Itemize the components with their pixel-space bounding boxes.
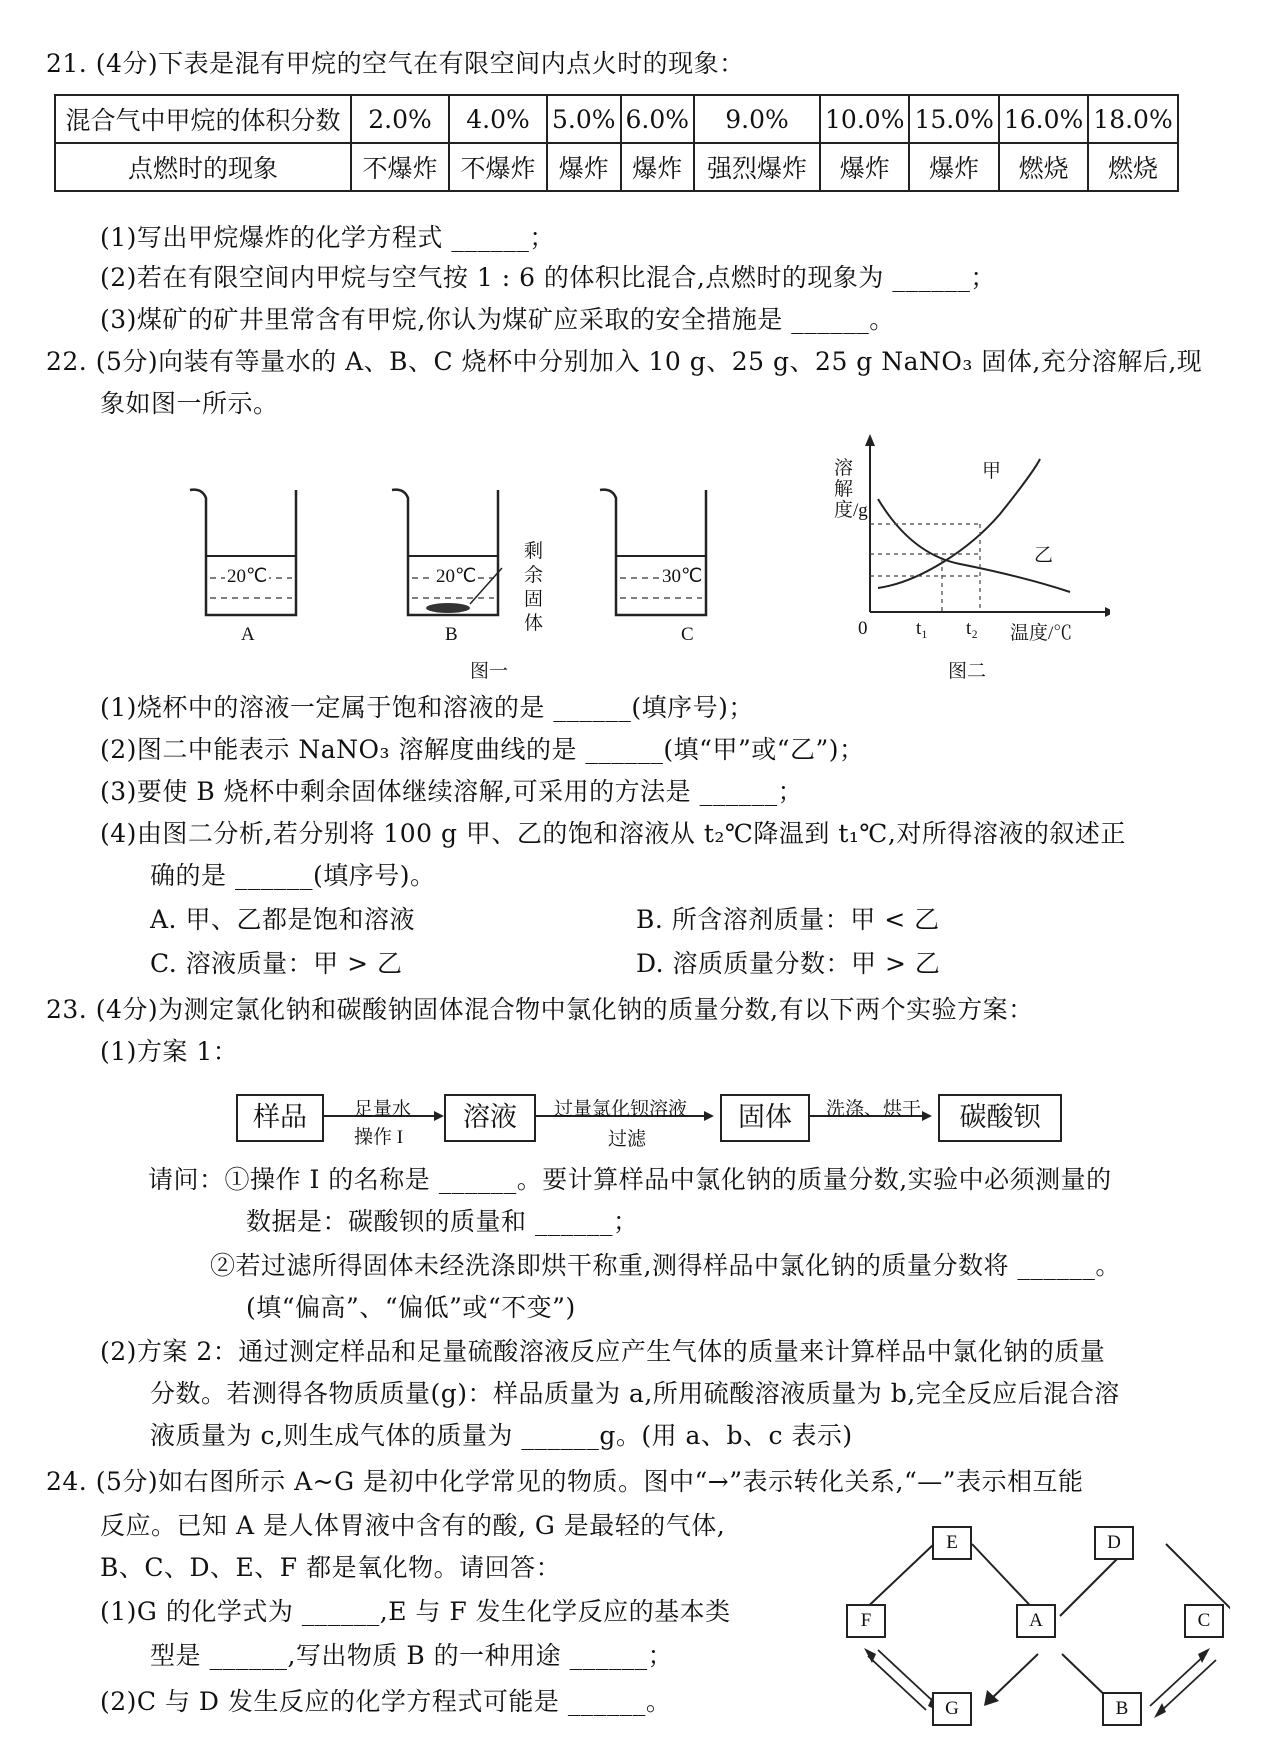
series-label-jia: 甲 — [982, 461, 1002, 482]
node-g: G — [932, 1692, 972, 1726]
flow-a1-bottom: 操作 I — [354, 1127, 404, 1148]
chart-origin: 0 — [858, 618, 868, 639]
q24-sub2: (2)C 与 D 发生反应的化学方程式可能是 ______。 — [100, 1687, 672, 1716]
table-cell: 4.0% — [449, 95, 547, 143]
table-cell: 爆炸 — [820, 143, 909, 191]
table-cell: 不爆炸 — [351, 143, 449, 191]
q21-sub3: (3)煤矿的矿井里常含有甲烷,你认为煤矿应采取的安全措施是 ______。 — [100, 305, 895, 334]
node-d: D — [1094, 1526, 1134, 1560]
beaker-c-temp: 30℃ — [662, 566, 703, 587]
beaker-a — [190, 490, 296, 615]
table-cell: 18.0% — [1088, 95, 1177, 143]
beaker-a-label: A — [241, 624, 255, 645]
q22-sub3: (3)要使 B 烧杯中剩余固体继续溶解,可采用的方法是 ______； — [100, 777, 804, 806]
node-b: B — [1102, 1692, 1142, 1726]
q24-sub1: (1)G 的化学式为 ______,E 与 F 发生化学反应的基本类 — [100, 1597, 731, 1626]
solubility-chart — [850, 434, 1110, 634]
beaker-c — [600, 490, 706, 615]
flow-node-solid: 固体 — [720, 1094, 810, 1142]
chart-tick-t1: t₁ — [916, 618, 928, 639]
option-d: D. 溶质质量分数：甲 > 乙 — [636, 949, 941, 978]
methane-table — [54, 94, 1179, 192]
chart-x-label: 温度/℃ — [1010, 623, 1073, 644]
option-b: B. 所含溶剂质量：甲 < 乙 — [636, 905, 940, 934]
table-cell: 16.0% — [999, 95, 1088, 143]
beaker-b — [392, 490, 502, 615]
figure-one-caption: 图一 — [470, 661, 509, 682]
q23-question1-cont: 数据是：碳酸钡的质量和 ______； — [246, 1207, 639, 1236]
table-cell: 混合气中甲烷的体积分数 — [55, 95, 351, 143]
series-label-yi: 乙 — [1034, 545, 1054, 566]
table-cell: 6.0% — [621, 95, 695, 143]
flow-node-solution: 溶液 — [444, 1094, 536, 1142]
flow-a1-top: 足量水 — [354, 1099, 412, 1120]
table-cell: 燃烧 — [999, 143, 1088, 191]
table-cell: 10.0% — [820, 95, 909, 143]
plan-one-label: (1)方案 1： — [100, 1037, 239, 1066]
q23-question2: ②若过滤所得固体未经洗涤即烘干称重,测得样品中氯化钠的质量分数将 ______。 — [210, 1251, 1121, 1280]
node-f: F — [846, 1604, 886, 1638]
table-cell: 2.0% — [351, 95, 449, 143]
flow-a2-top: 过量氯化钡溶液 — [554, 1099, 688, 1120]
table-cell: 爆炸 — [909, 143, 998, 191]
table-cell: 爆炸 — [621, 143, 695, 191]
figure-two-caption: 图二 — [948, 661, 987, 682]
plan-two-line1: (2)方案 2：通过测定样品和足量硫酸溶液反应产生气体的质量来计算样品中氯化钠的质量 — [100, 1337, 1106, 1366]
q24-sub1-cont: 型是 ______,写出物质 B 的一种用途 ______； — [150, 1641, 674, 1670]
q22-sub2: (2)图二中能表示 NaNO₃ 溶解度曲线的是 ______(填“甲”或“乙”)； — [100, 735, 865, 764]
table-cell: 强烈爆炸 — [694, 143, 820, 191]
flow-node-baco3: 碳酸钡 — [938, 1094, 1062, 1142]
beaker-c-label: C — [681, 624, 694, 645]
q24-line3: B、C、D、E、F 都是氧化物。请回答： — [100, 1553, 562, 1582]
q23-heading: 23. (4分)为测定氯化钠和碳酸钠固体混合物中氯化钠的质量分数,有以下两个实验方案： — [46, 995, 1034, 1024]
q23-question1: 请问：①操作 I 的名称是 ______。要计算样品中氯化钠的质量分数,实验中必须测量的 — [148, 1165, 1112, 1194]
q24-line2: 反应。已知 A 是人体胃液中含有的酸, G 是最轻的气体, — [100, 1511, 726, 1540]
node-a: A — [1016, 1604, 1056, 1638]
table-cell: 9.0% — [694, 95, 820, 143]
q23-question2-hint: (填“偏高”、“偏低”或“不变”) — [246, 1293, 576, 1322]
plan-two-line3: 液质量为 c,则生成气体的质量为 ______g。(用 a、b、c 表示) — [150, 1421, 853, 1450]
table-cell: 燃烧 — [1088, 143, 1177, 191]
beaker-b-temp: 20℃ — [436, 566, 477, 587]
residue-label: 剩余固体 — [524, 541, 544, 634]
table-cell: 爆炸 — [547, 143, 621, 191]
table-row — [55, 95, 1178, 143]
q21-sub2: (2)若在有限空间内甲烷与空气按 1 : 6 的体积比混合,点燃时的现象为 ______； — [100, 263, 996, 292]
node-c: C — [1184, 1604, 1224, 1638]
q22-sub1: (1)烧杯中的溶液一定属于饱和溶液的是 ______(填序号)； — [100, 693, 754, 722]
beaker-a-temp: 20℃ — [227, 566, 268, 587]
table-cell: 5.0% — [547, 95, 621, 143]
flow-node-sample: 样品 — [236, 1094, 324, 1142]
flow-a2-bottom: 过滤 — [608, 1129, 647, 1150]
option-a: A. 甲、乙都是饱和溶液 — [150, 905, 415, 934]
q22-heading: 22. (5分)向装有等量水的 A、B、C 烧杯中分别加入 10 g、25 g、25 g NaNO₃ 固体,充分溶解后,现 — [46, 347, 1203, 376]
plan-two-line2: 分数。若测得各物质质量(g)：样品质量为 a,所用硫酸溶液质量为 b,完全反应后混合溶 — [150, 1379, 1120, 1408]
node-e: E — [932, 1526, 972, 1560]
chart-tick-t2: t₂ — [966, 618, 978, 639]
q24-heading: 24. (5分)如右图所示 A~G 是初中化学常见的物质。图中“→”表示转化关系,“—”表示相互能 — [46, 1467, 1084, 1496]
flow-a3-top: 洗涤、烘干 — [826, 1099, 922, 1120]
table-cell: 15.0% — [909, 95, 998, 143]
option-c: C. 溶液质量：甲 > 乙 — [150, 949, 403, 978]
q22-heading-cont: 象如图一所示。 — [100, 389, 279, 418]
q22-sub4-cont: 确的是 ______(填序号)。 — [150, 861, 436, 890]
q21-sub1: (1)写出甲烷爆炸的化学方程式 ______； — [100, 223, 555, 252]
q22-sub4: (4)由图二分析,若分别将 100 g 甲、乙的饱和溶液从 t₂℃降温到 t₁℃,对所得溶液的叙述正 — [100, 819, 1126, 848]
beaker-b-label: B — [445, 624, 458, 645]
table-cell: 点燃时的现象 — [55, 143, 351, 191]
q21-heading: 21. (4分)下表是混有甲烷的空气在有限空间内点火时的现象： — [46, 49, 745, 78]
table-row — [55, 143, 1178, 191]
table-cell: 不爆炸 — [449, 143, 547, 191]
chart-y-label: 溶解度/g — [834, 458, 868, 521]
